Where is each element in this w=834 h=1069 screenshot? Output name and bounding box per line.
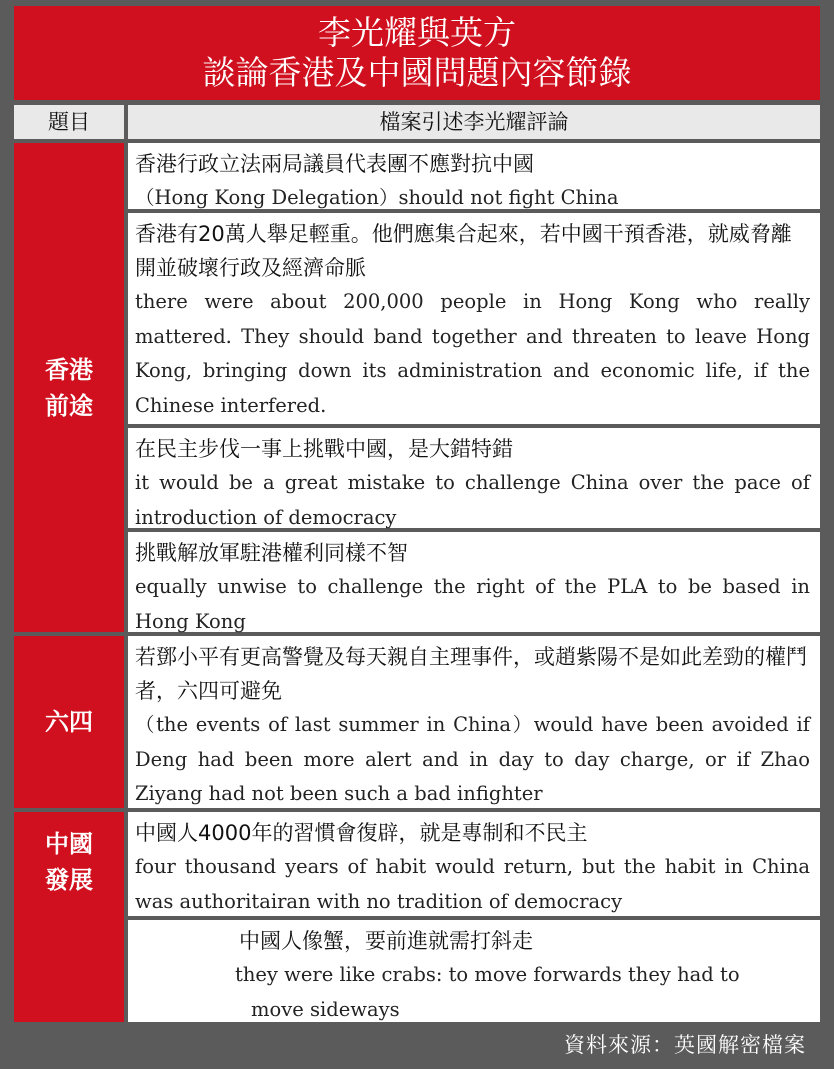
title-line-1: 李光耀與英方 [318,13,516,52]
source-credit: 資料來源：英國解密檔案 [564,1033,806,1057]
table-row [128,213,820,424]
category-label: 六四 [45,708,93,736]
quote-english-continued: move sideways [251,997,400,1021]
category-hk-future [14,143,124,632]
title-banner [14,6,820,100]
table-row [128,143,820,209]
header-comment: 檔案引述李光耀評論 [128,105,820,139]
quote-english: four thousand years of habit would return, but the habit in China was authoritairan with no tradition of democracy [135,855,810,913]
infographic [14,6,820,1022]
category-china-development [14,812,124,1022]
category-label: 發展 [45,866,93,894]
table-row [128,812,820,916]
category-june-fourth [14,636,124,808]
quote-english: it would be a great mistake to challenge China over the pace of introduction of democracy [135,471,810,529]
quote-english: （Hong Kong Delegation）should not fight China [135,186,619,209]
table-row [128,920,820,1022]
header-topic: 題目 [14,105,124,139]
table-row [128,636,820,808]
quote-english: （the events of last summer in China）would have been avoided if Deng had been more alert and in day to day charge, or if Zhao Ziyang had not been such a bad infighter [135,713,810,805]
quote-chinese: 香港有20萬人舉足輕重。他們應集合起來，若中國干預香港，就威脅離開並破壞行政及經濟命脈 [135,222,792,280]
quote-chinese: 若鄧小平有更高警覺及每天親自主理事件，或趙紫陽不是如此差勁的權鬥者，六四可避免 [135,645,807,703]
category-label: 前途 [45,391,93,420]
table-row [128,532,820,632]
quote-chinese: 中國人像蟹，要前進就需打斜走 [239,929,533,953]
quote-chinese: 香港行政立法兩局議員代表團不應對抗中國 [135,152,534,176]
quote-chinese: 挑戰解放軍駐港權利同樣不智 [135,541,408,565]
title-line-2: 談論香港及中國問題內容節錄 [202,53,632,92]
category-label: 香港 [45,355,93,384]
quote-english: equally unwise to challenge the right of the PLA to be based in Hong Kong [135,575,810,633]
quote-chinese: 在民主步伐一事上挑戰中國，是大錯特錯 [135,437,513,461]
table-row [128,428,820,528]
quote-english: they were like crabs: to move forwards they had to [235,963,740,986]
quote-english: there were about 200,000 people in Hong Kong who really mattered. They should band together and threaten to leave Hong Kong, bringing down its administration and economic life, if the Chinese interfered. [135,290,810,417]
category-label: 中國 [45,830,93,858]
table-header [14,100,820,144]
quote-chinese: 中國人4000年的習慣會復辟，就是專制和不民主 [135,821,588,845]
